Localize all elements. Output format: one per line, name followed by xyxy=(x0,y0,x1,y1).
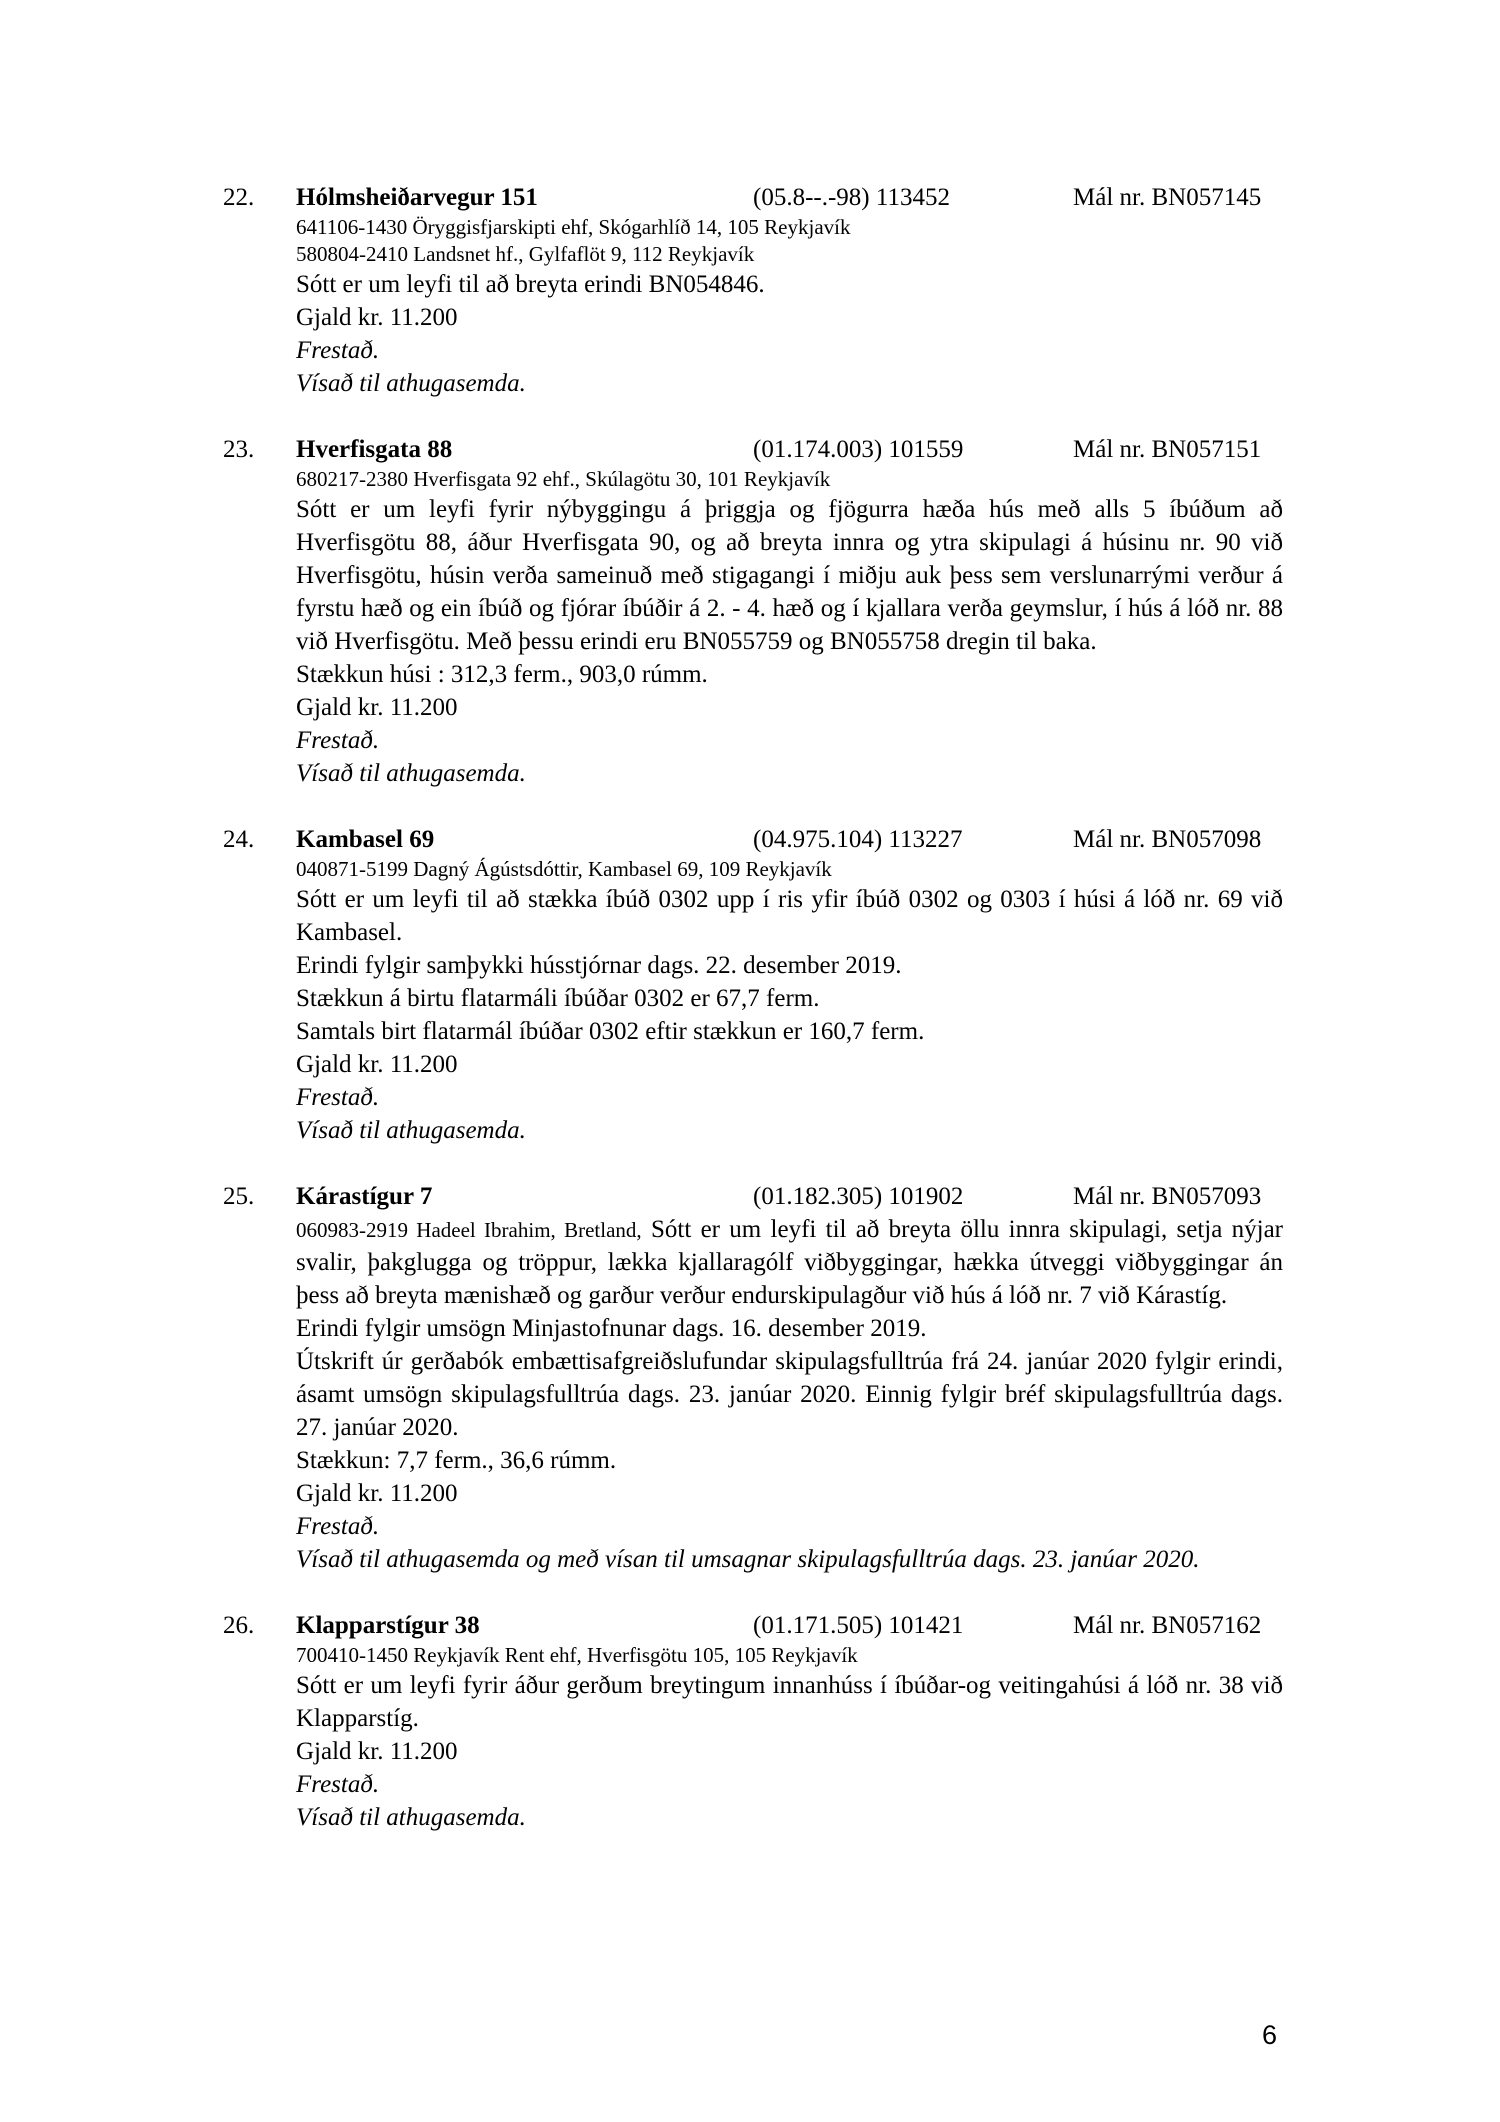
case-body xyxy=(296,856,1283,1147)
decision-line: Vísað til athugasemda. xyxy=(296,1804,526,1831)
fee-line: Gjald kr. 11.200 xyxy=(296,1480,458,1507)
case-entry xyxy=(223,1609,1283,1834)
case-body xyxy=(296,466,1283,790)
fee-line: Gjald kr. 11.200 xyxy=(296,694,458,721)
case-address: Hólmsheiðarvegur 151 xyxy=(296,184,538,211)
decision-line: Frestað. xyxy=(296,337,380,364)
case-number: 22. xyxy=(223,184,255,211)
case-entry xyxy=(223,1180,1283,1576)
decision-line: Frestað. xyxy=(296,727,380,754)
case-address: Kambasel 69 xyxy=(296,826,435,853)
case-body xyxy=(296,1213,1283,1576)
case-text: Útskrift úr gerðabók embættisafgreiðslufundar skipulagsfulltrúa frá 24. janúar 2020 fylgir erindi, ásamt umsögn skipulagsfulltrúa dags. 23. janúar 2020. Einnig fylgir bréf skipulagsfulltrúa dags. 27. janúar 2020. xyxy=(296,1348,1283,1441)
applicant-line: 700410-1450 Reykjavík Rent ehf, Hverfisgötu 105, 105 Reykjavík xyxy=(296,1643,858,1667)
decision-line: Vísað til athugasemda. xyxy=(296,760,526,787)
case-text xyxy=(296,1213,1283,1312)
case-header xyxy=(223,181,1283,214)
fee-line: Gjald kr. 11.200 xyxy=(296,1051,458,1078)
case-body xyxy=(296,1642,1283,1834)
case-text: Sótt er um leyfi til að stækka íbúð 0302 upp í ris yfir íbúð 0302 og 0303 í húsi á lóð nr. 69 við Kambasel. xyxy=(296,886,1283,946)
case-entry xyxy=(223,823,1283,1147)
case-entry xyxy=(223,181,1283,400)
case-text: Stækkun á birtu flatarmáli íbúðar 0302 er 67,7 ferm. xyxy=(296,985,820,1012)
case-header xyxy=(223,1609,1283,1642)
decision-line: Frestað. xyxy=(296,1084,380,1111)
page-number: 6 xyxy=(1262,2020,1278,2050)
property-reference: (05.8--.-98) 113452 xyxy=(753,184,950,211)
decision-line: Vísað til athugasemda. xyxy=(296,370,526,397)
case-id: Mál nr. BN057093 xyxy=(1073,1183,1262,1210)
case-id: Mál nr. BN057151 xyxy=(1073,436,1262,463)
case-address: Kárastígur 7 xyxy=(296,1183,433,1210)
case-text: Stækkun húsi : 312,3 ferm., 903,0 rúmm. xyxy=(296,661,708,688)
applicant-line: 040871-5199 Dagný Ágústsdóttir, Kambasel 69, 109 Reykjavík xyxy=(296,857,832,881)
case-address: Hverfisgata 88 xyxy=(296,436,453,463)
applicant-line: 680217-2380 Hverfisgata 92 ehf., Skúlagötu 30, 101 Reykjavík xyxy=(296,467,831,491)
case-header xyxy=(223,823,1283,856)
case-entry xyxy=(223,433,1283,790)
case-id: Mál nr. BN057098 xyxy=(1073,826,1262,853)
applicant-line: 580804-2410 Landsnet hf., Gylfaflöt 9, 112 Reykjavík xyxy=(296,242,755,266)
decision-line: Frestað. xyxy=(296,1771,380,1798)
decision-line: Vísað til athugasemda. xyxy=(296,1117,526,1144)
decision-line: Vísað til athugasemda og með vísan til umsagnar skipulagsfulltrúa dags. 23. janúar 2020. xyxy=(296,1546,1200,1573)
property-reference: (04.975.104) 113227 xyxy=(753,826,963,853)
fee-line: Gjald kr. 11.200 xyxy=(296,1738,458,1765)
case-header xyxy=(223,1180,1283,1213)
case-number: 24. xyxy=(223,826,255,853)
case-text: Sótt er um leyfi fyrir nýbyggingu á þriggja og fjögurra hæða hús með alls 5 íbúðum að Hverfisgötu 88, áður Hverfisgata 90, og að breyta innra og ytra skipulagi á húsinu nr. 90 við Hverfisgötu, húsin verða sameinuð með stigagangi í miðju auk þess sem verslunarrými verður á fyrstu hæð og ein íbúð og fjórar íbúðir á 2. - 4. hæð og í kjallara verða geymslur, í hús á lóð nr. 88 við Hverfisgötu. Með þessu erindi eru BN055759 og BN055758 dregin til baka. xyxy=(296,496,1283,655)
case-text: Sótt er um leyfi til að breyta erindi BN054846. xyxy=(296,271,765,298)
property-reference: (01.174.003) 101559 xyxy=(753,436,964,463)
case-id: Mál nr. BN057145 xyxy=(1073,184,1262,211)
case-list xyxy=(223,181,1283,1867)
applicant-line: 641106-1430 Öryggisfjarskipti ehf, Skógarhlíð 14, 105 Reykjavík xyxy=(296,215,851,239)
case-text: Stækkun: 7,7 ferm., 36,6 rúmm. xyxy=(296,1447,617,1474)
case-text: Sótt er um leyfi fyrir áður gerðum breytingum innanhúss í íbúðar-og veitingahúsi á lóð nr. 38 við Klapparstíg. xyxy=(296,1672,1283,1732)
decision-line: Frestað. xyxy=(296,1513,380,1540)
case-number: 23. xyxy=(223,436,255,463)
fee-line: Gjald kr. 11.200 xyxy=(296,304,458,331)
applicant-line: 060983-2919 Hadeel Ibrahim, Bretland, xyxy=(296,1218,642,1242)
property-reference: (01.182.305) 101902 xyxy=(753,1183,964,1210)
case-lead-text: Sótt er um leyfi til að breyta öllu innra skipulagi, setja nýjar svalir, þakglugga og tröppur, lækka kjallaragólf viðbyggingar, hækka útveggi viðbyggingar án þess að breyta mænishæð og garður verður endurskipulagður við hús á lóð nr. 7 við Kárastíg. xyxy=(296,1216,1284,1309)
property-reference: (01.171.505) 101421 xyxy=(753,1612,964,1639)
case-number: 25. xyxy=(223,1183,255,1210)
case-address: Klapparstígur 38 xyxy=(296,1612,480,1639)
case-id: Mál nr. BN057162 xyxy=(1073,1612,1262,1639)
case-number: 26. xyxy=(223,1612,255,1639)
case-text: Erindi fylgir samþykki hússtjórnar dags. 22. desember 2019. xyxy=(296,952,902,979)
case-text: Samtals birt flatarmál íbúðar 0302 eftir stækkun er 160,7 ferm. xyxy=(296,1018,925,1045)
case-header xyxy=(223,433,1283,466)
case-text: Erindi fylgir umsögn Minjastofnunar dags. 16. desember 2019. xyxy=(296,1315,927,1342)
case-body xyxy=(296,214,1283,400)
